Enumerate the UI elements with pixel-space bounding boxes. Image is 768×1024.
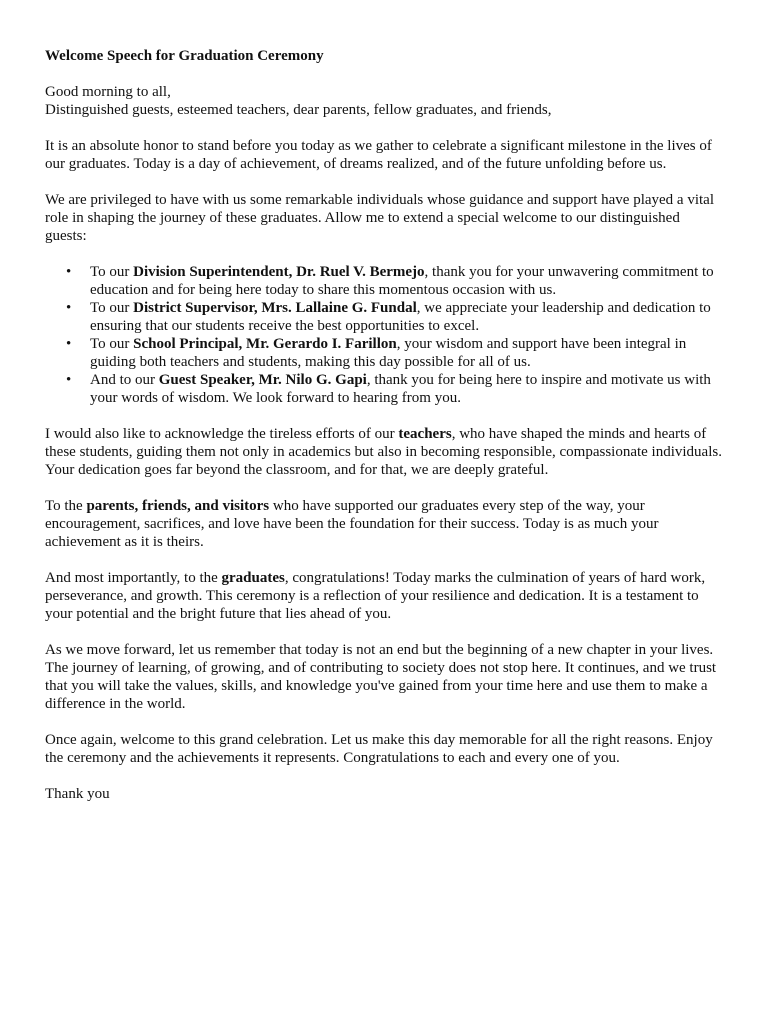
guest-name: School Principal, Mr. Gerardo I. Farillon <box>133 336 397 352</box>
bullet-icon: • <box>66 300 72 316</box>
parents-bold: parents, friends, and visitors <box>86 498 270 514</box>
teachers-bold: teachers <box>398 426 452 442</box>
graduates-prefix: And most importantly, to the <box>45 570 222 586</box>
bullet-icon: • <box>66 264 72 280</box>
intro-paragraph: It is an absolute honor to stand before you today as we gather to celebrate a significant milestone in the lives of our graduates. Today is a day of achievement, of dreams realized, and of the future unfolding before us. <box>45 138 712 172</box>
guest-prefix: To our <box>90 300 134 316</box>
guests-intro-paragraph: We are privileged to have with us some remarkable individuals whose guidance and support have played a vital role in shaping the journey of these graduates. Allow me to extend a special welcome to our distinguished guests: <box>45 192 715 244</box>
bullet-icon: • <box>66 336 72 352</box>
guest-prefix: To our <box>90 336 134 352</box>
guest-name: Guest Speaker, Mr. Nilo G. Gapi <box>158 372 367 388</box>
forward-paragraph: As we move forward, let us remember that today is not an end but the beginning of a new chapter in your lives. The journey of learning, of growing, and of contributing to society does not stop here. It continues, and we trust that you will take the values, skills, and knowledge you've gained from your time here and use them to make a difference in the world. <box>45 642 717 712</box>
graduates-paragraph <box>45 569 725 623</box>
list-item <box>45 263 725 299</box>
document-page <box>45 47 725 803</box>
graduates-bold: graduates <box>221 570 285 586</box>
list-item <box>45 299 725 335</box>
parents-prefix: To the <box>45 498 87 514</box>
teachers-paragraph <box>45 425 725 479</box>
greeting-line-1: Good morning to all, <box>45 84 171 100</box>
guest-text: , your wisdom and support have been integral in guiding both teachers and students, making this day possible for all of us. <box>90 336 687 370</box>
parents-text: who have supported our graduates every step of the way, your encouragement, sacrifices, and love have been the foundation for their success. Today is as much your achievement as it is theirs. <box>45 498 659 550</box>
greeting-line-2: Distinguished guests, esteemed teachers, dear parents, fellow graduates, and friends, <box>45 102 552 118</box>
graduates-text: , congratulations! Today marks the culmination of years of hard work, perseverance, and growth. This ceremony is a reflection of your resilience and dedication. It is a testament to your potential and the bright future that lies ahead of you. <box>45 570 706 622</box>
list-item <box>45 371 725 407</box>
document-title: Welcome Speech for Graduation Ceremony <box>45 48 324 64</box>
guest-list <box>45 263 725 407</box>
guest-text: , thank you for being here to inspire and motivate us with your words of wisdom. We look forward to hearing from you. <box>90 372 711 406</box>
signoff: Thank you <box>45 786 110 802</box>
bullet-icon: • <box>66 372 72 388</box>
guest-text: , we appreciate your leadership and dedication to ensuring that our students receive the best opportunities to excel. <box>90 300 711 334</box>
guest-prefix: And to our <box>90 372 159 388</box>
closing-paragraph: Once again, welcome to this grand celebration. Let us make this day memorable for all the right reasons. Enjoy the ceremony and the achievements it represents. Congratulations to each and every one of you. <box>45 732 713 766</box>
guest-name: Division Superintendent, Dr. Ruel V. Bermejo <box>133 264 425 280</box>
teachers-text: , who have shaped the minds and hearts of these students, guiding them not only in academics but also in becoming responsible, compassionate individuals. Your dedication goes far beyond the classroom, and for that, we are deeply grateful. <box>45 426 722 478</box>
parents-paragraph <box>45 497 725 551</box>
list-item <box>45 335 725 371</box>
guest-name: District Supervisor, Mrs. Lallaine G. Fundal <box>133 300 417 316</box>
guest-prefix: To our <box>90 264 134 280</box>
guest-text: , thank you for your unwavering commitment to education and for being here today to share this momentous occasion with us. <box>90 264 714 298</box>
teachers-prefix: I would also like to acknowledge the tireless efforts of our <box>45 426 399 442</box>
